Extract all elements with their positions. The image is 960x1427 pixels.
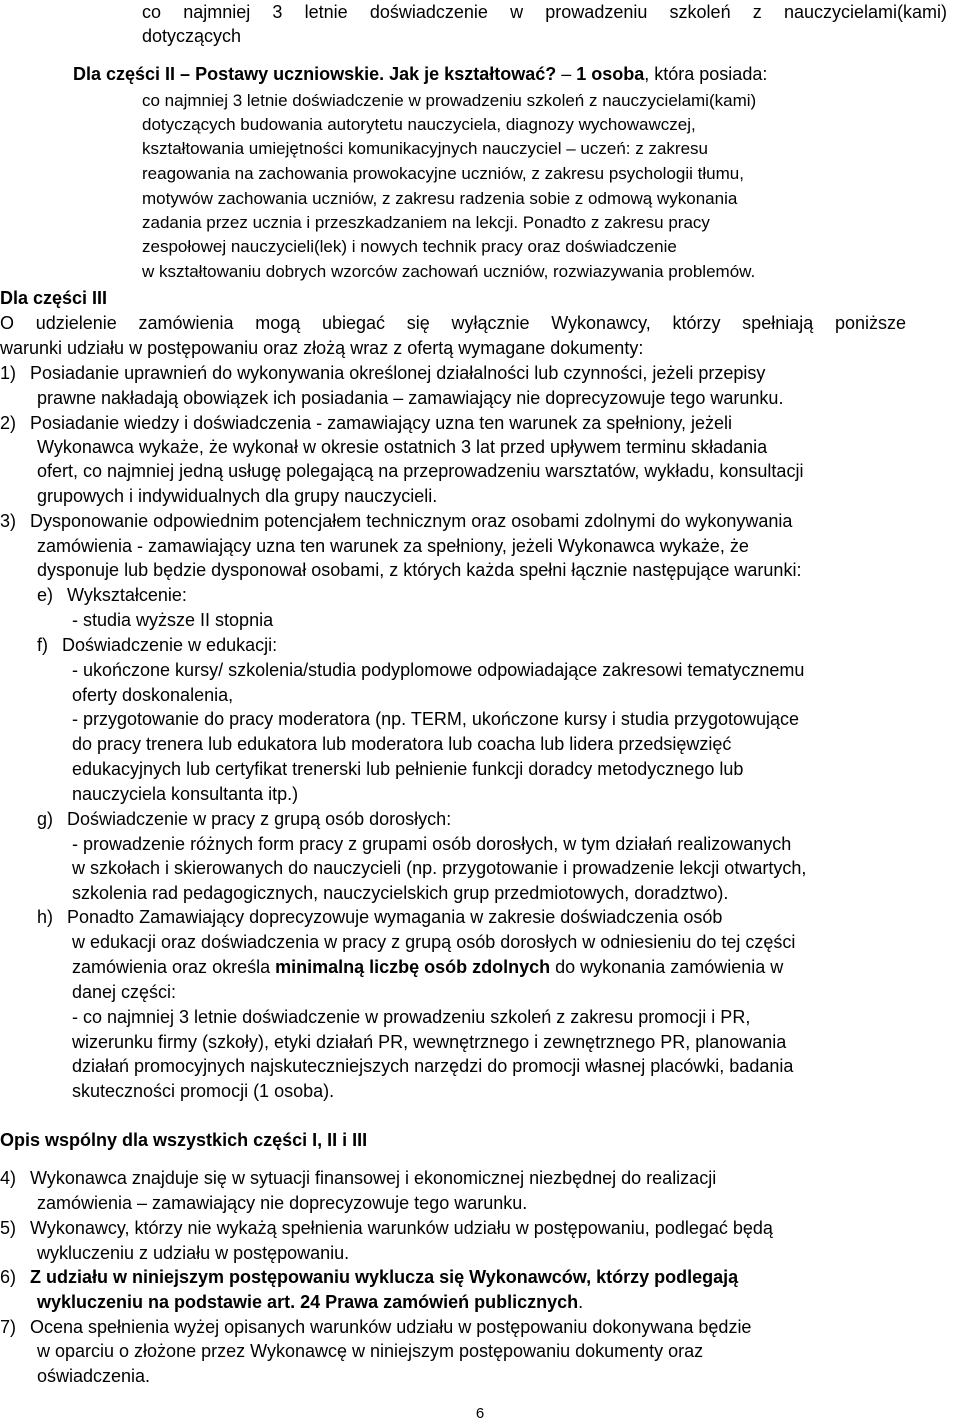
text-run: 7) Ocena spełnienia wyżej opisanych warunków udziału w postępowaniu dokonywana będzie xyxy=(0,1317,752,1337)
text-line xyxy=(72,657,804,683)
text-line xyxy=(142,23,241,49)
text-line xyxy=(72,954,783,980)
text-line xyxy=(0,1215,773,1241)
text-line xyxy=(0,1127,367,1153)
text-run: zamówienia oraz określa xyxy=(72,957,276,977)
text-run: wykluczeniu na podstawie art. 24 Prawa zamówień publicznych xyxy=(37,1292,579,1312)
text-run: Wykonawca wykaże, że wykonał w okresie ostatnich 3 lat przed upływem terminu składania xyxy=(37,437,768,457)
text-run: co najmniej 3 letnie doświadczenie w prowadzeniu szkoleń z nauczycielami(kami) xyxy=(142,2,947,22)
text-line xyxy=(72,880,728,906)
text-line xyxy=(0,410,732,436)
text-line xyxy=(72,682,233,708)
text-run: do wykonania zamówienia w xyxy=(550,957,784,977)
text-line xyxy=(72,831,791,857)
text-line xyxy=(0,1165,716,1191)
text-run: 6) xyxy=(0,1267,31,1287)
text-line xyxy=(37,1190,527,1216)
text-run: 5) Wykonawcy, którzy nie wykażą spełnienia warunków udziału w postępowaniu, podlegać będą xyxy=(0,1218,773,1238)
text-line xyxy=(0,1314,751,1340)
text-run: e) Wykształcenie: xyxy=(37,585,187,605)
text-run: co najmniej 3 letnie doświadczenie w prowadzeniu szkoleń z nauczycielami(kami) xyxy=(142,91,757,110)
text-run: ofert, co najmniej jedną usługę polegającą na przeprowadzeniu warsztatów, wykładu, konsultacji xyxy=(37,461,804,481)
text-line xyxy=(142,186,737,212)
text-run: w edukacji oraz doświadczenia w pracy z grupą osób dorosłych w odniesieniu do tej części xyxy=(72,932,796,952)
text-line xyxy=(37,1363,150,1389)
text-run: 1) Posiadanie uprawnień do wykonywania określonej działalności lub czynności, jeżeli przepisy xyxy=(0,363,766,383)
text-line xyxy=(37,632,277,658)
text-line xyxy=(37,1338,703,1364)
text-run: - studia wyższe II stopnia xyxy=(72,610,274,630)
text-line xyxy=(142,161,744,187)
text-line xyxy=(37,533,749,559)
text-line xyxy=(142,234,677,260)
text-run: warunki udziału w postępowaniu oraz złożą wraz z ofertą wymagane dokumenty: xyxy=(0,338,644,358)
text-run: szkolenia rad pedagogicznych, nauczycielskich grup przedmiotowych, doradztwo). xyxy=(72,883,729,903)
text-run: Dla części III xyxy=(0,288,108,308)
text-line xyxy=(37,904,722,930)
text-line xyxy=(0,285,107,311)
text-line xyxy=(72,1029,786,1055)
text-run: danej części: xyxy=(72,982,177,1002)
text-run: w szkołach i skierowanych do nauczycieli (np. przygotowanie i prowadzenie lekcji otwartych, xyxy=(72,858,807,878)
text-run: 4) Wykonawca znajduje się w sytuacji finansowej i ekonomicznej niezbędnej do realizacji xyxy=(0,1168,717,1188)
text-run: w kształtowaniu dobrych wzorców zachowań uczniów, rozwiazywania problemów. xyxy=(142,262,756,281)
text-line xyxy=(37,483,437,509)
text-run: Opis wspólny dla wszystkich części I, II i III xyxy=(0,1130,368,1150)
text-line xyxy=(37,434,767,460)
text-run: w oparciu o złożone przez Wykonawcę w niniejszym postępowaniu dokumenty oraz xyxy=(37,1341,704,1361)
text-run: wizerunku firmy (szkoły), etyki działań PR, wewnętrznego i zewnętrznego PR, planowania xyxy=(72,1032,787,1052)
text-run: prawne nakładają obowiązek ich posiadania – zamawiający nie doprecyzowuje tego warunku. xyxy=(37,388,784,408)
text-line xyxy=(37,385,783,411)
text-run: działań promocyjnych najskuteczniejszych narzędzi do promocji własnej placówki, badania xyxy=(72,1056,794,1076)
text-run: zamówienia – zamawiający nie doprecyzowuje tego warunku. xyxy=(37,1193,528,1213)
text-line xyxy=(0,335,643,361)
text-run: zespołowej nauczycieli(lek) i nowych technik pracy oraz doświadczenie xyxy=(142,237,677,256)
text-run: nauczyciela konsultanta itp.) xyxy=(72,784,299,804)
text-run: Z udziału w niniejszym postępowaniu wyklucza się Wykonawców, którzy podlegają xyxy=(30,1267,739,1287)
text-line xyxy=(142,112,696,138)
text-run: – xyxy=(556,64,577,84)
text-run: g) Doświadczenie w pracy z grupą osób dorosłych: xyxy=(37,809,452,829)
text-line xyxy=(37,1289,583,1315)
text-line xyxy=(142,88,756,114)
text-line xyxy=(72,706,799,732)
text-run: edukacyjnych lub certyfikat trenerski lub pełnienie funkcji doradcy metodycznego lub xyxy=(72,759,744,779)
text-line xyxy=(72,855,806,881)
text-line xyxy=(72,731,731,757)
text-run: f) Doświadczenie w edukacji: xyxy=(37,635,278,655)
text-line xyxy=(73,61,767,87)
text-run: O udzielenie zamówienia mogą ubiegać się wyłącznie Wykonawcy, którzy spełniają poniższe xyxy=(0,313,906,333)
text-line xyxy=(72,1078,334,1104)
text-line xyxy=(72,1004,750,1030)
text-run: zamówienia - zamawiający uzna ten warunek za spełniony, jeżeli Wykonawca wykaże, że xyxy=(37,536,749,556)
text-line xyxy=(142,0,947,25)
text-line xyxy=(72,1053,793,1079)
text-run: - ukończone kursy/ szkolenia/studia podyplomowe odpowiadające zakresowi tematycznemu xyxy=(72,660,805,680)
text-run: oferty doskonalenia, xyxy=(72,685,234,705)
text-run: grupowych i indywidualnych dla grupy nauczycieli. xyxy=(37,486,438,506)
text-line xyxy=(142,136,708,162)
text-run: 1 osoba xyxy=(576,64,645,84)
text-line xyxy=(37,1240,349,1266)
text-run: , która posiada: xyxy=(644,64,768,84)
text-line xyxy=(37,582,187,608)
text-line xyxy=(72,929,795,955)
text-run: . xyxy=(578,1292,584,1312)
text-run: - przygotowanie do pracy moderatora (np. TERM, ukończone kursy i studia przygotowujące xyxy=(72,709,800,729)
text-run: oświadczenia. xyxy=(37,1366,151,1386)
text-line xyxy=(72,979,176,1005)
text-line xyxy=(72,781,298,807)
text-run: - prowadzenie różnych form pracy z grupami osób dorosłych, w tym działań realizowanych xyxy=(72,834,792,854)
text-run: Dla części II – Postawy uczniowskie. Jak je kształtować? xyxy=(73,64,557,84)
text-run: motywów zachowania uczniów, z zakresu radzenia sobie z odmową wykonania xyxy=(142,189,738,208)
text-run: reagowania na zachowania prowokacyjne uczniów, z zakresu psychologii tłumu, xyxy=(142,164,744,183)
text-run: 2) Posiadanie wiedzy i doświadczenia - zamawiający uzna ten warunek za spełniony, jeżeli xyxy=(0,413,733,433)
page-number: 6 xyxy=(475,1405,485,1422)
text-line xyxy=(37,806,451,832)
text-run: dysponuje lub będzie dysponował osobami, z których każda spełni łącznie następujące warunki: xyxy=(37,560,802,580)
text-line xyxy=(0,508,792,534)
text-run: minimalną liczbę osób zdolnych xyxy=(275,957,551,977)
text-run: - co najmniej 3 letnie doświadczenie w prowadzeniu szkoleń z zakresu promocji i PR, xyxy=(72,1007,751,1027)
text-run: dotyczących budowania autorytetu nauczyciela, diagnozy wychowawczej, xyxy=(142,115,696,134)
text-line xyxy=(0,1264,738,1290)
text-run: h) Ponadto Zamawiający doprecyzowuje wymagania w zakresie doświadczenia osób xyxy=(37,907,723,927)
text-line xyxy=(37,557,801,583)
text-line xyxy=(72,756,743,782)
text-line xyxy=(142,210,710,236)
text-line xyxy=(72,607,273,633)
text-line xyxy=(0,360,765,386)
text-line xyxy=(0,310,906,336)
text-run: do pracy trenera lub edukatora lub moderatora lub coacha lub lidera przedsięwzięć xyxy=(72,734,732,754)
text-run: wykluczeniu z udziału w postępowaniu. xyxy=(37,1243,350,1263)
text-run: zadania przez ucznia i przeszkadzaniem na lekcji. Ponadto z zakresu pracy xyxy=(142,213,710,232)
text-line xyxy=(142,259,755,285)
text-run: skuteczności promocji (1 osoba). xyxy=(72,1081,335,1101)
text-run: dotyczących xyxy=(142,26,242,46)
text-run: 3) Dysponowanie odpowiednim potencjałem technicznym oraz osobami zdolnymi do wykonywania xyxy=(0,511,793,531)
text-line xyxy=(37,458,803,484)
text-run: kształtowania umiejętności komunikacyjnych nauczyciel – uczeń: z zakresu xyxy=(142,139,708,158)
